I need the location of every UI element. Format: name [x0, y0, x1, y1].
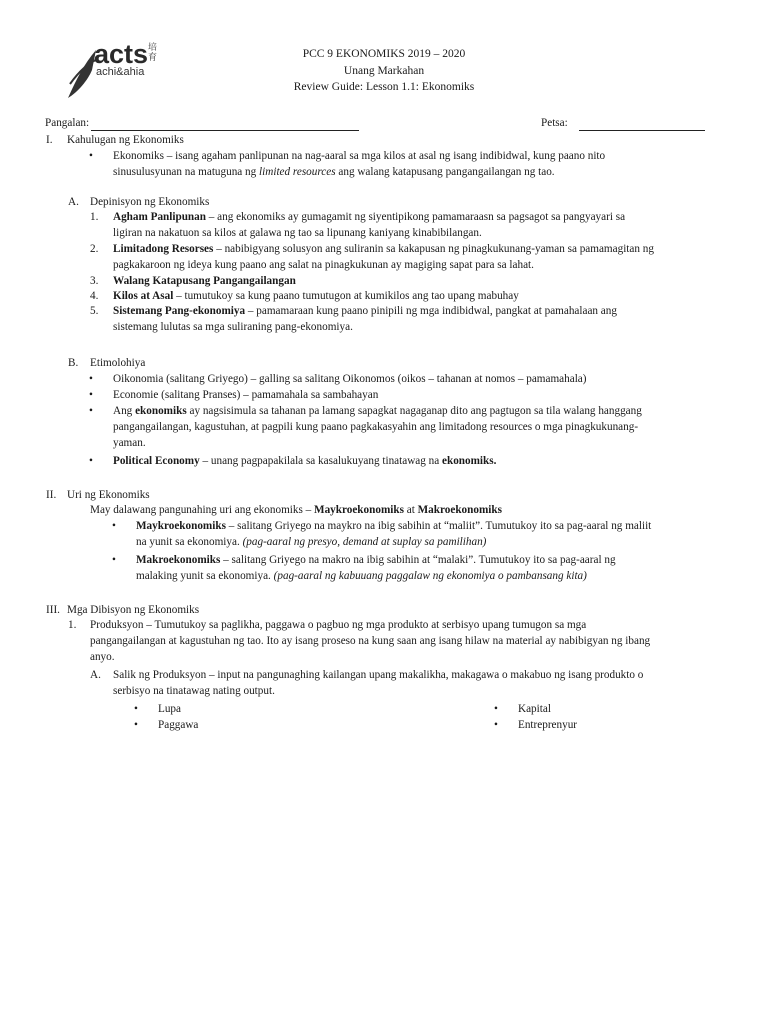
- logo-sub-text: achi&ahia: [96, 66, 145, 78]
- def-item-4-number: 4.: [90, 290, 99, 302]
- etym-4-term: Political Economy: [113, 455, 200, 467]
- factors-line-1: Salik ng Produksyon – input na pangunaghing kailangan upang makalikha, makagawa o makabuo ng isang produkto o: [113, 669, 644, 681]
- def-item-5-line-2: sistemang lulutas sa mga suliraning pang-ekonomiya.: [113, 321, 353, 333]
- definition-line-2: [113, 165, 555, 181]
- section-1-number: I.: [46, 134, 53, 146]
- micro-text-2: na yunit sa ekonomiya.: [136, 536, 243, 548]
- def-item-4-text: – tumutukoy sa kung paano tumutugon at kumikilos ang tao upang mabuhay: [173, 290, 519, 302]
- def-item-4-term: Kilos at Asal: [113, 290, 174, 302]
- factors-number: A.: [90, 669, 101, 681]
- logo-brand-text: acts: [94, 39, 149, 69]
- subsection-a-number: A.: [68, 196, 79, 208]
- def-item-3-term: Walang Katapusang Pangangailangan: [113, 275, 296, 287]
- types-intro-and: at: [403, 504, 418, 516]
- macro-text-2: malaking yunit sa ekonomiya.: [136, 570, 274, 582]
- section-3-title: Mga Dibisyon ng Ekonomiks: [67, 604, 200, 616]
- def-item-1-line-2: ligiran na nakatuon sa kilos at galawa ng tao sa lipunang kaniyang kinabibilangan.: [113, 227, 482, 239]
- types-intro-text: May dalawang pangunahing uri ang ekonomiks –: [90, 504, 315, 516]
- etym-bullet-3-line-2: pangangailangan, kagustuhan, at pagpili kung paano pagkakasyahin ang limitadong resources o mga pinagkukunang-: [113, 421, 639, 433]
- def-item-2-line-2: pagkakaroon ng ideya kung paano ang salat na pinagkukunan ay magiging sapat para sa lahat.: [113, 259, 534, 271]
- production-number: 1.: [68, 619, 77, 631]
- definition-italic: limited resources: [259, 166, 336, 178]
- factors-line-2: serbisyo na tinatawag nating output.: [113, 685, 275, 697]
- etym-3-a: Ang: [113, 405, 136, 417]
- logo-mark-text: 培育: [148, 42, 158, 62]
- date-label: Petsa:: [541, 117, 568, 129]
- definition-text: sinusulusyunan na matuguna ng: [113, 166, 260, 178]
- def-item-4: [113, 289, 519, 305]
- etym-bullet-4: [113, 454, 496, 470]
- def-item-5-text: – pamamaraan kung paano pinipili ng mga indibidwal, pangkat at pamahalaan ang: [245, 305, 617, 317]
- etym-4-term-2: ekonomiks.: [442, 455, 497, 467]
- subsection-b-title: Etimolohiya: [90, 357, 146, 369]
- types-intro-macro: Makroekonomiks: [417, 504, 502, 516]
- etym-bullet-3-line-3: yaman.: [113, 437, 146, 449]
- def-item-3-number: 3.: [90, 275, 99, 287]
- def-item-1-number: 1.: [90, 211, 99, 223]
- factor-land: • Lupa: [158, 702, 181, 718]
- date-field[interactable]: [579, 116, 705, 131]
- def-item-3: [113, 274, 296, 290]
- document-header: [0, 46, 768, 96]
- etym-3-term: ekonomiks: [135, 405, 187, 417]
- macro-bullet: [136, 553, 616, 569]
- macro-line-2: [136, 569, 587, 585]
- def-item-2-text: – nabibigyang solusyon ang suliranin sa kakapusan ng pinagkukunang-yaman sa pamamagitan ng: [213, 243, 654, 255]
- micro-line-2: [136, 535, 486, 551]
- def-item-5-number: 5.: [90, 305, 99, 317]
- factor-capital: • Kapital: [518, 702, 551, 718]
- production-line-1: Produksyon – Tumutukoy sa paglikha, paggawa o pagbuo ng mga produkto at serbisyo upang tumugon sa mga: [90, 619, 587, 631]
- macro-term: Makroekonomiks: [136, 554, 221, 566]
- macro-text: – salitang Griyego na makro na ibig sabihin at “malaki”. Tumutukoy ito sa pag-aaral ng: [220, 554, 616, 566]
- definition-line-1: Ekonomiks – isang agaham panlipunan na nag-aaral sa mga kilos at asal ng isang indibidwal, kung paano nito: [113, 150, 606, 162]
- micro-example: (pag-aaral ng presyo, demand at suplay sa pamilihan): [242, 536, 487, 548]
- name-label: Pangalan:: [45, 117, 90, 129]
- section-2-title: Uri ng Ekonomiks: [67, 489, 150, 501]
- def-item-5-term: Sistemang Pang-ekonomiya: [113, 305, 246, 317]
- types-intro: [90, 503, 502, 519]
- factor-entrepreneur: • Entreprenyur: [518, 718, 577, 734]
- def-item-1: [113, 210, 625, 226]
- etym-3-c: ay nagsisimula sa tahanan pa lamang sapagkat nagaganap dito ang pagtugon sa tila walang hanggang: [186, 405, 642, 417]
- subsection-b-number: B.: [68, 357, 79, 369]
- def-item-1-text: – ang ekonomiks ay gumagamit ng siyentipikong pamamaraasn sa pagsagot sa pangyayari sa: [205, 211, 626, 223]
- def-item-1-term: Agham Panlipunan: [113, 211, 206, 223]
- def-item-2-number: 2.: [90, 243, 99, 255]
- etym-bullet-1: • Oikonomia (salitang Griyego) – galling sa salitang Oikonomos (oikos – tahanan at nomos – pamamahala): [113, 372, 587, 388]
- production-line-3: anyo.: [90, 651, 115, 663]
- section-3-number: III.: [46, 604, 60, 616]
- header-quarter: Unang Markahan: [343, 64, 425, 77]
- def-item-2: [113, 242, 654, 258]
- header-lesson: Review Guide: Lesson 1.1: Ekonomiks: [293, 81, 475, 93]
- etym-bullet-2: • Economie (salitang Pranses) – pamamahala sa sambahayan: [113, 388, 378, 404]
- types-intro-micro: Maykroekonomiks: [314, 504, 404, 516]
- header-course: PCC 9 EKONOMIKS 2019 – 2020: [302, 48, 466, 60]
- def-item-5: [113, 304, 617, 320]
- section-2-number: II.: [46, 489, 57, 501]
- name-field[interactable]: [91, 116, 359, 131]
- etym-4-text: – unang pagpapakilala sa kasalukuyang tinatawag na: [199, 455, 443, 467]
- section-1-title: Kahulugan ng Ekonomiks: [67, 134, 184, 146]
- def-item-2-term: Limitadong Resorses: [113, 243, 214, 255]
- macro-example: (pag-aaral ng kabuuang paggalaw ng ekonomiya o pambansang kita): [273, 570, 587, 582]
- definition-bullet: [113, 149, 605, 165]
- production-line-2: pangangailangan at kagustuhan ng tao. Ito ay isang proseso na kung saan ang isang hilaw na material ay nabibigyan ng ibang: [90, 635, 651, 647]
- micro-term: Maykroekonomiks: [136, 520, 226, 532]
- definition-text-end: ang walang katapusang pangangailangan ng tao.: [335, 166, 555, 178]
- micro-bullet: [136, 519, 651, 535]
- factor-labor: • Paggawa: [158, 718, 198, 734]
- etym-bullet-3: [113, 404, 642, 420]
- micro-text: – salitang Griyego na maykro na ibig sabihin at “maliit”. Tumutukoy ito sa pag-aaral ng maliit: [225, 520, 652, 532]
- subsection-a-title: Depinisyon ng Ekonomiks: [90, 196, 210, 208]
